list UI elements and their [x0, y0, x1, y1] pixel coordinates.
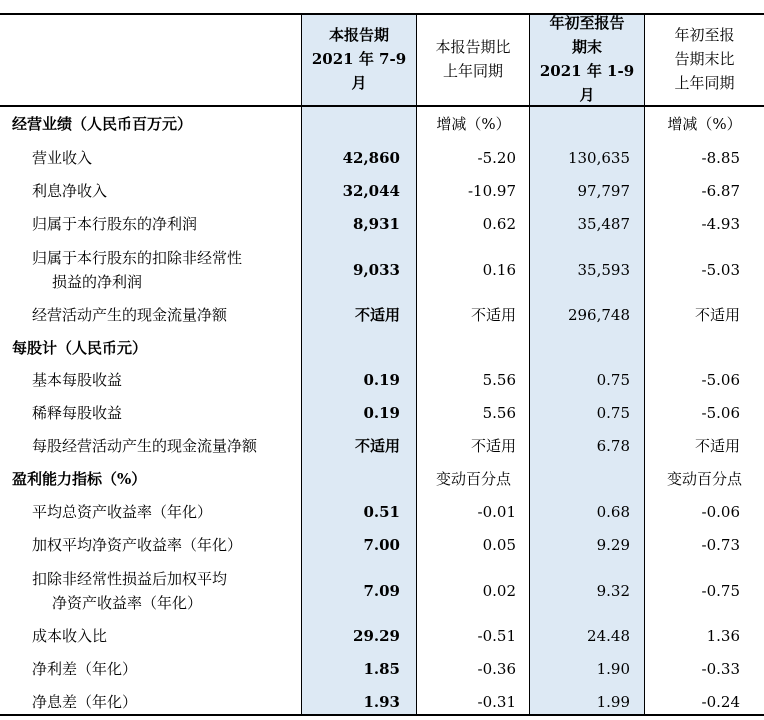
- table-row: [0, 429, 764, 462]
- cell-v2: -0.51: [477, 626, 516, 645]
- row-label: 每股计（人民币元）: [12, 338, 148, 357]
- cell-v3: 97,797: [577, 181, 630, 200]
- cell-v3: 1.99: [596, 692, 630, 711]
- cell-v2: -0.31: [477, 692, 516, 711]
- row-label: 净利差（年化）: [32, 659, 138, 678]
- section-header-row: [0, 331, 764, 364]
- cell-v1: 42,860: [342, 148, 400, 167]
- header-line: 本报告期比: [435, 38, 511, 56]
- cell-v2: 不适用: [470, 436, 516, 455]
- row-label-line: 净资产收益率（年化）: [52, 593, 203, 612]
- cell-v1: 32,044: [342, 181, 400, 200]
- cell-v3: 0.75: [596, 403, 630, 422]
- financial-table: [0, 13, 764, 716]
- row-label: 加权平均净资产收益率（年化）: [32, 536, 243, 554]
- cell-v3: 35,593: [577, 260, 630, 279]
- cell-v4: -0.33: [701, 659, 740, 678]
- cell-v2: 0.62: [482, 215, 516, 233]
- row-label-line: 归属于本行股东的扣除非经常性: [32, 248, 243, 267]
- table-row: [0, 364, 764, 396]
- row-label: 利息净收入: [32, 181, 108, 200]
- cell-v2: 0.16: [482, 260, 516, 279]
- row-label: [32, 562, 282, 619]
- table-row: [0, 141, 764, 174]
- row-label-line: 扣除非经常性损益后加权平均: [32, 569, 228, 588]
- table-row: [0, 396, 764, 429]
- cell-v1: 不适用: [354, 305, 400, 324]
- cell-v1: 29.29: [353, 626, 400, 645]
- cell-v1: 0.19: [363, 371, 400, 389]
- cell-v2: 变动百分点: [435, 469, 511, 488]
- cell-v1: 7.00: [363, 536, 400, 554]
- cell-v2: -5.20: [477, 148, 516, 167]
- cell-v1: 0.19: [363, 403, 400, 422]
- cell-v4: -0.24: [701, 692, 740, 711]
- cell-v2: [416, 331, 516, 364]
- cell-v4: -5.06: [701, 403, 740, 422]
- cell-v4: -8.85: [701, 148, 740, 167]
- cell-v1: 1.93: [363, 692, 400, 711]
- row-label: 营业收入: [32, 148, 93, 167]
- cell-v4: -4.93: [701, 215, 740, 233]
- header-current-quarter: [302, 13, 416, 105]
- cell-v3: 24.48: [587, 626, 630, 645]
- row-label: 净息差（年化）: [32, 692, 138, 711]
- cell-v2: -10.97: [467, 181, 516, 200]
- header-line: 期末: [571, 38, 602, 56]
- cell-v2: 5.56: [482, 371, 516, 389]
- header-line: 2021 年 7-9 月: [311, 50, 407, 92]
- row-label: 平均总资产收益率（年化）: [32, 502, 213, 521]
- cell-v2: 不适用: [470, 305, 516, 324]
- header-ytd-yoy: [645, 13, 764, 105]
- header-line: 上年同期: [674, 74, 735, 92]
- cell-v2: 增减（%）: [436, 115, 511, 133]
- row-label-line: 损益的净利润: [52, 272, 143, 291]
- cell-v3: 0.75: [596, 371, 630, 389]
- cell-v4: 不适用: [694, 305, 740, 324]
- table-row: [0, 562, 764, 619]
- cell-v1: [302, 107, 400, 141]
- cell-v3: 9.29: [596, 536, 630, 554]
- section-header-row: [0, 462, 764, 495]
- cell-v4: -6.87: [701, 181, 740, 200]
- row-label: 稀释每股收益: [32, 403, 123, 422]
- row-label: 盈利能力指标（%）: [12, 469, 147, 488]
- table-row: [0, 528, 764, 562]
- row-label: 基本每股收益: [32, 371, 123, 389]
- header-year-to-date: [530, 13, 644, 105]
- cell-v2: -0.36: [477, 659, 516, 678]
- cell-v2: 0.02: [482, 581, 516, 600]
- cell-v1: 8,931: [353, 215, 400, 233]
- header-line: 年初至报: [674, 26, 735, 44]
- cell-v4: -5.03: [701, 260, 740, 279]
- cell-v4: -0.06: [701, 502, 740, 521]
- row-label: 每股经营活动产生的现金流量净额: [32, 436, 258, 455]
- table-row: [0, 619, 764, 652]
- cell-v1: 1.85: [363, 659, 400, 678]
- header-line: 年初至报告: [549, 14, 625, 32]
- cell-v3: [530, 331, 630, 364]
- cell-v4: -0.75: [701, 581, 740, 600]
- table-row: [0, 652, 764, 685]
- cell-v1: 不适用: [354, 436, 400, 455]
- table-row: [0, 241, 764, 298]
- table-row: [0, 495, 764, 528]
- cell-v1: 9,033: [353, 260, 400, 279]
- table-row: [0, 685, 764, 718]
- row-label: [32, 241, 282, 298]
- cell-v1: [302, 331, 400, 364]
- cell-v4: 不适用: [694, 436, 740, 455]
- row-label: 归属于本行股东的净利润: [32, 215, 198, 233]
- cell-v3: [530, 107, 630, 141]
- cell-v4: -0.73: [701, 536, 740, 554]
- section-header-row: [0, 107, 764, 141]
- header-line: 上年同期: [442, 62, 503, 80]
- header-quarter-yoy: [417, 13, 529, 105]
- row-label: 成本收入比: [32, 626, 108, 645]
- table-row: [0, 174, 764, 207]
- cell-v2: 0.05: [482, 536, 516, 554]
- cell-v3: 9.32: [596, 581, 630, 600]
- cell-v1: [302, 462, 400, 495]
- header-line: 本报告期: [328, 26, 389, 44]
- cell-v3: 296,748: [567, 305, 630, 324]
- cell-v4: 1.36: [706, 626, 740, 645]
- table-row: [0, 298, 764, 331]
- cell-v3: 6.78: [596, 436, 630, 455]
- cell-v3: 0.68: [596, 502, 630, 521]
- cell-v4: 变动百分点: [666, 469, 742, 488]
- header-line: 2021 年 1-9 月: [539, 62, 635, 104]
- cell-v2: 5.56: [482, 403, 516, 422]
- cell-v3: 130,635: [567, 148, 630, 167]
- row-label: 经营业绩（人民币百万元）: [12, 115, 193, 133]
- cell-v4: [644, 331, 740, 364]
- cell-v3: 1.90: [596, 659, 630, 678]
- cell-v1: 0.51: [363, 502, 400, 521]
- cell-v3: 35,487: [577, 215, 630, 233]
- cell-v1: 7.09: [363, 581, 400, 600]
- table-row: [0, 207, 764, 241]
- cell-v3: [530, 462, 630, 495]
- header-line: 告期末比: [674, 50, 735, 68]
- row-label: 经营活动产生的现金流量净额: [32, 305, 228, 324]
- cell-v4: 增减（%）: [667, 115, 742, 133]
- cell-v2: -0.01: [477, 502, 516, 521]
- cell-v4: -5.06: [701, 371, 740, 389]
